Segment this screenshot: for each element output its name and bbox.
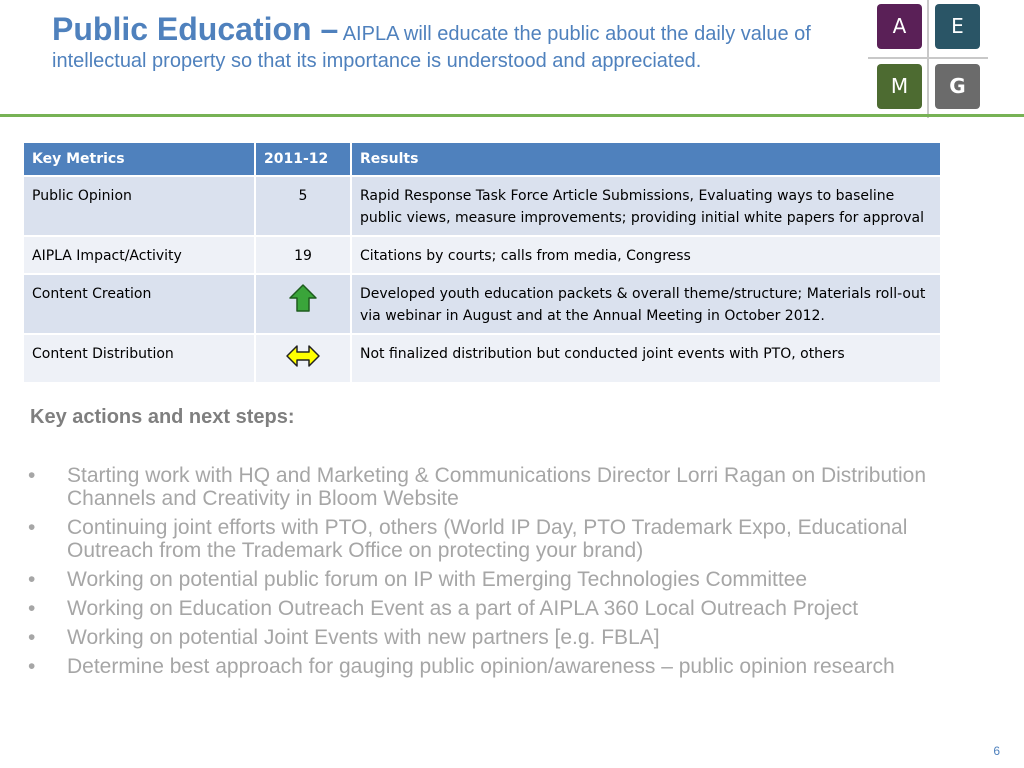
- bullet: •: [28, 516, 36, 539]
- column-header: 2011-12: [255, 142, 351, 176]
- aemg-logo: [868, 0, 988, 118]
- value-cell: [255, 334, 351, 383]
- column-header: Results: [351, 142, 941, 176]
- bullet: •: [28, 568, 36, 591]
- logo-tile-a: A: [877, 4, 922, 49]
- slide-title: [52, 11, 842, 75]
- list-item-text: Working on Education Outreach Event as a part of AIPLA 360 Local Outreach Project: [67, 597, 859, 620]
- result-cell: Rapid Response Task Force Article Submissions, Evaluating ways to baseline public views, measure improvements; providing initial white papers for approval: [351, 176, 941, 236]
- bullet: •: [28, 626, 36, 649]
- logo-divider-horizontal: [868, 57, 988, 59]
- list-item: [28, 626, 998, 649]
- list-item-text: Continuing joint efforts with PTO, others (World IP Day, PTO Trademark Expo, Educational Outreach from the Trademark Office on protecting your brand): [67, 516, 908, 562]
- table-row: [23, 334, 941, 383]
- metric-cell: Content Creation: [23, 274, 255, 334]
- logo-tile-g: G: [935, 64, 980, 109]
- next-steps-title: Key actions and next steps:: [30, 406, 295, 428]
- table-row: [23, 274, 941, 334]
- green-up-arrow-icon: [288, 283, 318, 313]
- list-item-text: Determine best approach for gauging public opinion/awareness – public opinion research: [67, 655, 895, 678]
- result-cell: Not finalized distribution but conducted joint events with PTO, others: [351, 334, 941, 383]
- bullet: •: [28, 464, 36, 487]
- table-row: [23, 176, 941, 236]
- value-cell: [255, 274, 351, 334]
- table-header-row: [23, 142, 941, 176]
- logo-tile-e: E: [935, 4, 980, 49]
- value-cell: 19: [255, 236, 351, 274]
- logo-tile-m: M: [877, 64, 922, 109]
- logo-divider-vertical: [927, 0, 929, 118]
- list-item: [28, 597, 998, 620]
- list-item: [28, 464, 998, 510]
- title-heading: Public Education –: [52, 11, 339, 47]
- list-item: [28, 568, 998, 591]
- next-steps-list: [28, 464, 998, 684]
- value-cell: 5: [255, 176, 351, 236]
- result-cell: Developed youth education packets & overall theme/structure; Materials roll-out via webinar in August and at the Annual Meeting in October 2012.: [351, 274, 941, 334]
- bullet: •: [28, 597, 36, 620]
- list-item: [28, 655, 998, 678]
- metric-cell: Public Opinion: [23, 176, 255, 236]
- title-divider: [0, 114, 1024, 117]
- column-header: Key Metrics: [23, 142, 255, 176]
- list-item-text: Working on potential Joint Events with new partners [e.g. FBLA]: [67, 626, 660, 649]
- title-subtext: AIPLA will educate the public about the daily value of intellectual property so that its importance is understood and appreciated.: [52, 23, 811, 72]
- list-item: [28, 516, 998, 562]
- list-item-text: Working on potential public forum on IP with Emerging Technologies Committee: [67, 568, 808, 591]
- result-cell: Citations by courts; calls from media, Congress: [351, 236, 941, 274]
- yellow-double-arrow-icon: [285, 343, 321, 369]
- bullet: •: [28, 655, 36, 678]
- metric-cell: AIPLA Impact/Activity: [23, 236, 255, 274]
- key-metrics-table: [22, 141, 942, 384]
- table-row: [23, 236, 941, 274]
- list-item-text: Starting work with HQ and Marketing & Communications Director Lorri Ragan on Distribution Channels and Creativity in Bloom Website: [67, 464, 927, 510]
- page-number: 6: [993, 744, 1000, 758]
- metric-cell: Content Distribution: [23, 334, 255, 383]
